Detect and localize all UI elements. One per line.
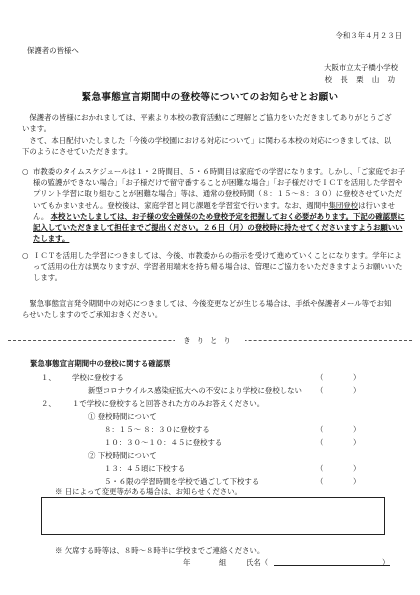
- arrival-option-1-answer[interactable]: （ ）: [316, 425, 361, 434]
- schedule-bullet: [22, 166, 409, 244]
- item1-answer[interactable]: （ ）: [316, 373, 361, 382]
- item1-sub-label: 新型コロナウイルス感染症拡大への不安により学校に登校しない: [88, 386, 302, 395]
- submission-request: 本校といたしましては、お子様の安全確保のため登校予定を把握しておく必要があります。下記の確認票に記入していただきまして担任までご提出ください。２６日（月）の登校時に持たせてくださいますようお願いいたします。: [33, 211, 405, 244]
- bullet-mark: ○: [22, 167, 29, 176]
- item1-number: １、: [41, 373, 56, 382]
- dismissal-heading: ② 下校時間について: [88, 451, 157, 460]
- issue-date: 令和３年４月２３日: [335, 31, 402, 40]
- schedule-text-end: は行いません。: [33, 200, 396, 221]
- principal-name: 校 長 栗 山 功: [324, 75, 398, 84]
- name-label: 氏名（: [246, 558, 269, 567]
- name-field[interactable]: [274, 565, 390, 566]
- grade-label: 年: [183, 558, 191, 567]
- arrival-heading: ① 登校時間について: [88, 412, 157, 421]
- school-name: 大阪市立太子橋小学校: [324, 63, 398, 72]
- addressee: 保護者の皆様へ: [27, 46, 79, 55]
- bullet-mark: ○: [22, 251, 29, 260]
- memo-note: ※ 日によって変更等がある場合は、お知らせください。: [55, 487, 242, 496]
- cut-label: きりとり: [175, 336, 245, 345]
- dismissal-option-2: ５・６限の学習時間を学校で過ごして下校する: [104, 477, 260, 486]
- arrival-option-2: １０：３０〜１０：４５に登校する: [104, 438, 223, 447]
- item1-sub-answer[interactable]: （ ）: [316, 386, 361, 395]
- arrival-option-1: ８：１５〜 ８：３０に登校する: [104, 425, 210, 434]
- notice-title: 緊急事態宣言期間中の登校等についてのお知らせとお願い: [81, 92, 339, 103]
- dismissal-option-1-answer[interactable]: （ ）: [316, 464, 361, 473]
- intro-paragraph: さて、本日配付いたしました「今後の学校園における対応について」に関わる本校の対応につきましては、以下のようにさせていただきます。: [22, 136, 392, 157]
- closing-paragraph: 緊急事態宣言発令期間中の対応につきましては、今後変更などが生じる場合は、手紙や保護者メール等でお知らせいたしますのでご承知おきください。: [22, 299, 392, 320]
- name-close: ）: [382, 558, 390, 567]
- form-title: 緊急事態宣言期間中の登校に関する確認票: [30, 359, 171, 368]
- arrival-option-2-answer[interactable]: （ ）: [316, 438, 361, 447]
- memo-box[interactable]: [41, 497, 385, 535]
- item2-label: １で学校に登校すると回答された方のみお答えください。: [72, 399, 265, 408]
- schedule-text: 市教委のタイムスケジュールは１・２時間目、５・６時間目は家庭での学習になります。しかし、「ご家庭でお子様の監護ができない場合」「お子様だけで留守番することが困難な場合」「お子様だけでＩＣＴを活用した学習やプリント学習に取り組むことが困難な場合」等は、通常の登校時間（８：１５〜８：３０）に登校させていただいてもかまいません。登校後は、家庭学習と同じ課題を学習室で行います。なお、週間中: [33, 167, 406, 210]
- class-label: 組: [219, 558, 227, 567]
- ict-text: ＩＣＴを活用した学習につきましては、今後、市教委からの指示を受けて進めていくことになります。学年によって活用の仕方は異なりますが、学習者用端末を持ち帰る場合は、管理にご協力をいただきますようお願いいたします。: [33, 251, 403, 283]
- item1-label: 学校に登校する: [72, 373, 124, 382]
- ict-bullet: [22, 250, 409, 284]
- group-commute-text: 集団登校: [328, 200, 359, 210]
- item2-number: ２、: [41, 399, 56, 408]
- absence-note: ※ 欠席する時等は、８時〜８時半に学校までご連絡ください。: [55, 546, 265, 555]
- greeting-paragraph: 保護者の皆様におかれましては、平素より本校の教育活動にご理解とご協力をいただきましてありがとうございます。: [22, 113, 392, 134]
- dismissal-option-1: １３：４５頃に下校する: [104, 464, 186, 473]
- dismissal-option-2-answer[interactable]: （ ）: [316, 477, 361, 486]
